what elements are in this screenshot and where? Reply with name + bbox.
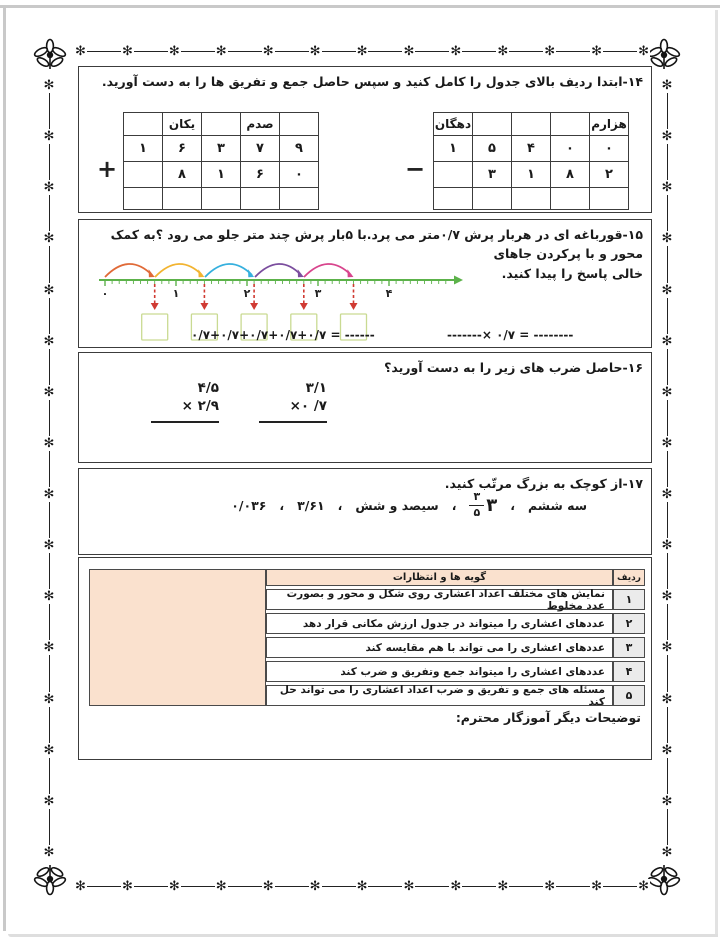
- ornament-motif: ✻: [43, 589, 55, 605]
- header-cell-ones: یکان: [163, 113, 202, 136]
- rubric-row-header: ردیف: [613, 569, 645, 586]
- header-cell-tens: دهگان: [434, 113, 473, 136]
- answer-cell: [124, 188, 163, 210]
- digit-cell: ۰: [280, 162, 319, 188]
- ornament-motif: ✻: [43, 487, 55, 502]
- digit-cell: ۸: [163, 162, 202, 188]
- question-15-section: [78, 219, 652, 348]
- ornament-motif: ✻: [215, 43, 227, 59]
- ornament-motif: ✻: [497, 43, 509, 59]
- ornament-motif: ✻: [43, 333, 55, 349]
- sum-equation: ۰/۷+۰/۷+۰/۷+۰/۷+۰/۷ = ------: [191, 328, 375, 342]
- item-separator: ،: [279, 497, 285, 513]
- ornament-motif: ✻: [43, 793, 55, 809]
- question-15-title-line2: خالی پاسخ را پیدا کنید.: [501, 265, 643, 281]
- item-separator: ،: [451, 497, 457, 513]
- ordering-items: [231, 491, 587, 519]
- order-item: سه ششم: [527, 497, 587, 513]
- ornament-motif: ✻: [661, 844, 673, 860]
- digit-cell: [124, 162, 163, 188]
- jump-arc-2: [155, 264, 202, 277]
- fraction-denominator: ۵: [473, 505, 481, 519]
- ornament-motif: ✻: [450, 878, 462, 894]
- order-item: سیصد و شش: [355, 497, 439, 513]
- border-chain-right: [658, 78, 676, 860]
- page-edge-right: [715, 10, 718, 935]
- plus-sign: +: [97, 155, 118, 183]
- minus-sign: −: [405, 155, 426, 183]
- rubric-item-text: مسئله های جمع و تفریق و ضرب اعداد اعشاری را می تواند حل کند: [266, 685, 613, 706]
- answer-cell: [551, 188, 590, 210]
- ornament-motif: ✻: [591, 43, 603, 59]
- ornament-motif: ✻: [544, 878, 556, 894]
- multiplication-problem-2: [259, 379, 327, 423]
- rubric-items-header: گویه ها و انتظارات: [266, 569, 613, 586]
- ornament-motif: ✻: [262, 43, 274, 59]
- axis-label-1: ۱: [172, 287, 180, 300]
- ornament-motif: ✻: [43, 538, 55, 554]
- ornament-motif: ✻: [661, 384, 673, 400]
- jump-arc-1: [105, 264, 152, 277]
- header-cell-thousandths: هزارم: [590, 113, 629, 136]
- rubric-item-text: عددهای اعشاری را می تواند با هم مقایسه کند: [266, 637, 613, 658]
- multiplicand: ۳/۱: [305, 380, 327, 396]
- ornament-motif: ✻: [661, 538, 673, 554]
- digit-row: [124, 162, 319, 188]
- rubric-item-text: نمایش های مختلف اعداد اعشاری روی شکل و محور و بصورت عدد مخلوط: [266, 589, 613, 610]
- ornament-motif: ✻: [43, 384, 55, 400]
- digit-cell: ۶: [163, 136, 202, 162]
- ornament-motif: ✻: [661, 793, 673, 809]
- question-15-title-line1: ۱۵-قورباغه ای در هربار پرش ۰/۷متر می پرد.با ۵بار پرش چند متر جلو می رود ؟به کمک محور و با پرکردن جاهای: [110, 227, 643, 262]
- digit-cell: ۱: [512, 162, 551, 188]
- order-item: ۳/۶۱: [297, 497, 325, 513]
- question-14-section: [78, 66, 652, 213]
- answer-row: [124, 188, 319, 210]
- table-header-row: [124, 113, 319, 136]
- digit-cell: ۸: [551, 162, 590, 188]
- ornament-motif: ✻: [75, 878, 86, 894]
- jump-arc-4: [255, 264, 301, 277]
- digit-cell: ۹: [280, 136, 319, 162]
- mult-equation: -------× ۰/۷ = --------: [447, 328, 574, 342]
- multiplier: ×۰ /۷: [289, 398, 327, 415]
- question-16-section: [78, 352, 652, 463]
- digit-row: [434, 162, 629, 188]
- page-edge-left: [3, 5, 6, 931]
- ornament-motif: ✻: [661, 180, 673, 196]
- border-chain-bottom: [74, 877, 650, 895]
- ornament-motif: ✻: [43, 231, 55, 247]
- pointer-arrowheads: [151, 303, 358, 310]
- answer-cell: [512, 188, 551, 210]
- header-cell: [124, 113, 163, 136]
- question-17-title: ۱۷-از کوچک به بزرگ مرتّب کنید.: [444, 476, 643, 491]
- axis-line-group: [99, 280, 457, 286]
- question-17-section: [78, 468, 652, 555]
- multiplication-problem-1: [151, 379, 219, 423]
- header-cell: [473, 113, 512, 136]
- ornament-motif: ✻: [661, 435, 673, 451]
- ornament-motif: ✻: [309, 43, 321, 59]
- answer-cell: [434, 188, 473, 210]
- ornament-motif: ✻: [75, 43, 86, 59]
- question-14-title: ۱۴-ابتدا ردیف بالای جدول را کامل کنید و سپس حاصل جمع و تفریق ها را به دست آورید.: [101, 74, 643, 89]
- rubric-table: [89, 569, 645, 706]
- rubric-marks-panel: [89, 569, 266, 706]
- answer-cell: [473, 188, 512, 210]
- ornament-motif: ✻: [43, 129, 55, 145]
- digit-cell: ۲: [590, 162, 629, 188]
- page-edge-bottom: [8, 934, 718, 937]
- mixed-number-whole: ۳: [486, 494, 498, 516]
- digit-row: [124, 136, 319, 162]
- ornament-motif: ✻: [309, 878, 321, 894]
- order-item: ۰/۰۳۶: [231, 497, 267, 513]
- jump-arc-5: [304, 264, 351, 277]
- multiplicand: ۴/۵: [197, 380, 219, 396]
- ornament-motif: ✻: [43, 78, 55, 93]
- axis-label-0: ۰: [101, 287, 109, 300]
- answer-cell: [202, 188, 241, 210]
- teacher-notes-label: توضیحات دیگر آموزگار محترم:: [455, 710, 641, 725]
- rubric-item-text: عددهای اعشاری را میتواند در جدول ارزش مکانی قرار دهد: [266, 613, 613, 634]
- ornament-motif: ✻: [661, 78, 673, 93]
- header-cell-hundredths: صدم: [241, 113, 280, 136]
- answer-cell: [590, 188, 629, 210]
- digit-cell: ۰: [590, 136, 629, 162]
- header-cell: [512, 113, 551, 136]
- axis-arrowhead: [454, 276, 463, 285]
- ornament-motif: ✻: [544, 43, 556, 59]
- axis-label-3: ۳: [314, 287, 322, 300]
- question-16-title: ۱۶-حاصل ضرب های زیر را به دست آورید؟: [384, 360, 643, 375]
- digit-cell: [434, 162, 473, 188]
- axis-labels: [102, 287, 393, 300]
- corner-flower-ornament: [32, 36, 68, 72]
- ornament-motif: ✻: [121, 878, 133, 894]
- header-cell: [202, 113, 241, 136]
- fraction-numerator: ۳: [469, 491, 484, 506]
- rubric-item-text: عددهای اعشاری را میتواند جمع وتفریق و ضرب کند: [266, 661, 613, 682]
- ornament-motif: ✻: [43, 435, 55, 451]
- ornament-motif: ✻: [43, 282, 55, 298]
- ornament-motif: ✻: [403, 878, 415, 894]
- ornament-motif: ✻: [661, 640, 673, 656]
- rubric-item-number: ۳: [613, 637, 645, 658]
- digit-cell: ۱: [434, 136, 473, 162]
- ornament-motif: ✻: [262, 878, 274, 894]
- mixed-number: [469, 491, 497, 519]
- item-separator: ،: [510, 497, 515, 513]
- ornament-motif: ✻: [638, 878, 649, 894]
- digit-cell: ۰: [551, 136, 590, 162]
- ornament-motif: ✻: [43, 742, 55, 758]
- digit-cell: ۷: [241, 136, 280, 162]
- ornament-motif: ✻: [356, 43, 368, 59]
- digit-cell: ۱: [124, 136, 163, 162]
- addition-place-value-table: [123, 112, 319, 210]
- mixed-number-fraction: [469, 491, 484, 519]
- digit-cell: ۶: [241, 162, 280, 188]
- rubric-item-number: ۵: [613, 685, 645, 706]
- ornament-motif: ✻: [43, 691, 55, 707]
- ornament-motif: ✻: [661, 691, 673, 707]
- ornament-motif: ✻: [43, 180, 55, 196]
- answer-cell: [241, 188, 280, 210]
- ornament-motif: ✻: [215, 878, 227, 894]
- digit-cell: ۱: [202, 162, 241, 188]
- axis-label-4: ۴: [385, 287, 393, 300]
- axis-label-2: ۲: [243, 287, 251, 300]
- border-chain-top: [74, 42, 650, 60]
- answer-cell: [280, 188, 319, 210]
- table-header-row: [434, 113, 629, 136]
- digit-cell: ۳: [202, 136, 241, 162]
- answer-line: [259, 421, 327, 423]
- ornament-motif: ✻: [450, 43, 462, 59]
- ornament-motif: ✻: [661, 333, 673, 349]
- pointer-lines: [155, 284, 354, 304]
- answer-row: [434, 188, 629, 210]
- corner-flower-ornament: [32, 862, 68, 898]
- ornament-motif: ✻: [661, 282, 673, 298]
- header-cell: [280, 113, 319, 136]
- ornament-motif: ✻: [403, 43, 415, 59]
- jump-arc-3: [205, 264, 252, 277]
- ornament-motif: ✻: [591, 878, 603, 894]
- digit-cell: ۳: [473, 162, 512, 188]
- ornament-motif: ✻: [43, 844, 55, 860]
- ornament-motif: ✻: [661, 487, 673, 502]
- ornament-motif: ✻: [168, 878, 180, 894]
- rubric-item-number: ۲: [613, 613, 645, 634]
- subtraction-place-value-table: [433, 112, 629, 210]
- rubric-item-number: ۴: [613, 661, 645, 682]
- ornament-motif: ✻: [661, 231, 673, 247]
- multiplier: × ۲/۹: [181, 398, 219, 415]
- answer-line: [151, 421, 219, 423]
- corner-flower-ornament: [646, 862, 682, 898]
- ornament-motif: ✻: [43, 640, 55, 656]
- header-cell: [551, 113, 590, 136]
- ornament-motif: ✻: [661, 589, 673, 605]
- page-edge-top: [0, 5, 720, 8]
- border-chain-left: [40, 78, 58, 860]
- ornament-motif: ✻: [356, 878, 368, 894]
- digit-cell: ۵: [473, 136, 512, 162]
- ornament-motif: ✻: [168, 43, 180, 59]
- ornament-motif: ✻: [661, 742, 673, 758]
- ornament-motif: ✻: [638, 43, 649, 59]
- item-separator: ،: [337, 497, 343, 513]
- rubric-item-number: ۱: [613, 589, 645, 610]
- digit-cell: ۴: [512, 136, 551, 162]
- ornament-motif: ✻: [121, 43, 133, 59]
- ornament-motif: ✻: [661, 129, 673, 145]
- digit-row: [434, 136, 629, 162]
- ornament-motif: ✻: [497, 878, 509, 894]
- assessment-section: [78, 557, 652, 760]
- answer-cell: [163, 188, 202, 210]
